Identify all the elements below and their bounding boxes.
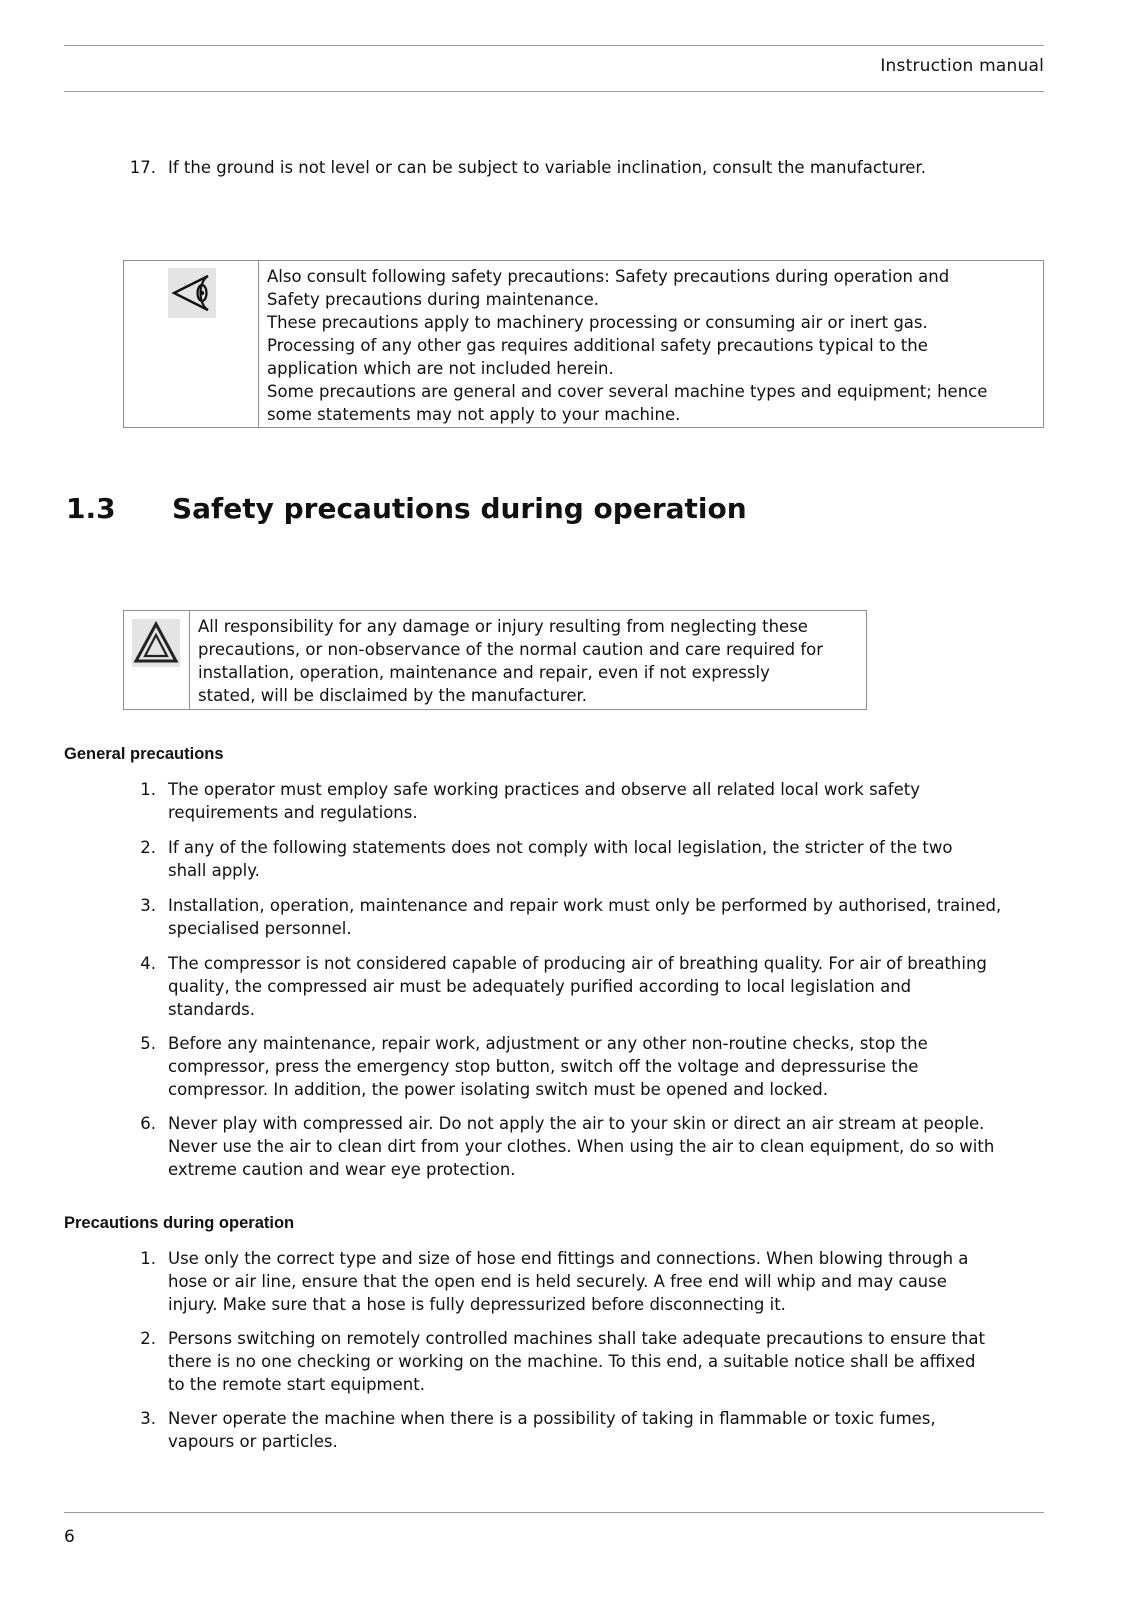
list-item-line: shall apply.: [168, 861, 260, 880]
info-icon-cell: [124, 261, 259, 427]
list-item-line: to the remote start equipment.: [168, 1375, 425, 1394]
list-item-line: quality, the compressed air must be adequately purified according to local legislation and: [168, 977, 912, 996]
list-item-text: [168, 1112, 1044, 1181]
operation-precautions-heading: Precautions during operation: [64, 1214, 295, 1232]
list-item-line: Never operate the machine when there is a possibility of taking in flammable or toxic fumes,: [168, 1409, 936, 1428]
eye-icon: [168, 268, 216, 318]
list-item-number: 5.: [140, 1034, 156, 1053]
list-item-line: vapours or particles.: [168, 1432, 338, 1451]
list-item-line: injury. Make sure that a hose is fully depressurized before disconnecting it.: [168, 1295, 786, 1314]
footer-rule: [64, 1512, 1044, 1513]
list-item-line: Never play with compressed air. Do not apply the air to your skin or direct an air stream at people.: [168, 1114, 985, 1133]
section-heading: [66, 492, 747, 525]
list-item: [120, 1327, 1044, 1396]
general-precautions-heading: General precautions: [64, 745, 224, 763]
list-item-number: 1.: [140, 1249, 156, 1268]
list-item-line: Persons switching on remotely controlled machines shall take adequate precautions to ensure that: [168, 1329, 985, 1348]
list-item-text: [168, 1407, 1044, 1453]
list-item-line: Installation, operation, maintenance and repair work must only be performed by authorised, trained,: [168, 896, 1002, 915]
list-item: [120, 1247, 1044, 1316]
list-item-line: compressor, press the emergency stop button, switch off the voltage and depressurise the: [168, 1057, 919, 1076]
list-item-line: requirements and regulations.: [168, 803, 418, 822]
list-item-text: [168, 1032, 1044, 1101]
info-note-box: [123, 260, 1044, 428]
info-note-line: Safety precautions during maintenance.: [267, 290, 599, 309]
list-item-line: there is no one checking or working on the machine. To this end, a suitable notice shall be affixed: [168, 1352, 976, 1371]
list-item-text: [168, 1247, 1044, 1316]
list-item-text: If the ground is not level or can be subject to variable inclination, consult the manufacturer.: [168, 158, 926, 177]
list-item-number: 2.: [140, 1329, 156, 1348]
info-note-text: [259, 261, 995, 427]
list-item-number: 3.: [140, 1409, 156, 1428]
page-number: 6: [64, 1527, 75, 1547]
info-note-line: These precautions apply to machinery processing or consuming air or inert gas.: [267, 313, 928, 332]
warning-note-line: All responsibility for any damage or injury resulting from neglecting these: [198, 617, 808, 636]
list-item-line: Never use the air to clean dirt from your clothes. When using the air to clean equipment, do so with: [168, 1137, 995, 1156]
list-item-text: [168, 894, 1044, 940]
header-bottom-rule: [64, 91, 1044, 92]
header-title: Instruction manual: [880, 56, 1044, 76]
info-note-line: application which are not included herein.: [267, 359, 614, 378]
list-item: [120, 952, 1044, 1021]
list-item: [120, 1112, 1044, 1181]
info-note-line: Processing of any other gas requires additional safety precautions typical to the: [267, 336, 928, 355]
section-number: 1.3: [66, 492, 116, 525]
list-item-number: 2.: [140, 838, 156, 857]
warning-note-line: installation, operation, maintenance and repair, even if not expressly: [198, 663, 770, 682]
info-note-line: Also consult following safety precautions: Safety precautions during operation and: [267, 267, 950, 286]
list-item-line: compressor. In addition, the power isolating switch must be opened and locked.: [168, 1080, 828, 1099]
list-item: [120, 836, 1044, 882]
warning-note-line: stated, will be disclaimed by the manufacturer.: [198, 686, 587, 705]
warning-note-text: [190, 611, 831, 709]
list-item-number: 17.: [129, 158, 156, 177]
list-item-text: [168, 1327, 1044, 1396]
list-item-line: Use only the correct type and size of hose end fittings and connections. When blowing through a: [168, 1249, 969, 1268]
list-item-number: 1.: [140, 780, 156, 799]
list-item-line: Before any maintenance, repair work, adjustment or any other non-routine checks, stop the: [168, 1034, 928, 1053]
list-item-line: The compressor is not considered capable of producing air of breathing quality. For air of breathing: [168, 954, 987, 973]
list-item: [120, 1407, 1044, 1453]
warning-note-line: precautions, or non-observance of the normal caution and care required for: [198, 640, 824, 659]
list-item: [120, 778, 1044, 824]
info-note-line: Some precautions are general and cover several machine types and equipment; hence: [267, 382, 988, 401]
header-top-rule: [64, 45, 1044, 46]
list-item-line: specialised personnel.: [168, 919, 352, 938]
warning-note-box: [123, 610, 867, 710]
info-note-line: some statements may not apply to your machine.: [267, 405, 681, 424]
list-item-number: 6.: [140, 1114, 156, 1133]
list-item-number: 4.: [140, 954, 156, 973]
list-item-number: 3.: [140, 896, 156, 915]
list-item-line: extreme caution and wear eye protection.: [168, 1160, 516, 1179]
list-item: [120, 894, 1044, 940]
section-title: Safety precautions during operation: [172, 492, 747, 525]
list-item-line: If any of the following statements does not comply with local legislation, the stricter of the two: [168, 838, 953, 857]
list-item-line: standards.: [168, 1000, 256, 1019]
warning-triangle-icon: [132, 619, 180, 667]
list-item-line: The operator must employ safe working practices and observe all related local work safety: [168, 780, 920, 799]
list-item: [120, 156, 1044, 179]
list-item-text: [168, 778, 1044, 824]
list-item-text: [168, 952, 1044, 1021]
list-item-text: [168, 836, 1044, 882]
list-item: [120, 1032, 1044, 1101]
list-item-line: hose or air line, ensure that the open end is held securely. A free end will whip and may cause: [168, 1272, 947, 1291]
warning-icon-cell: [124, 611, 190, 709]
